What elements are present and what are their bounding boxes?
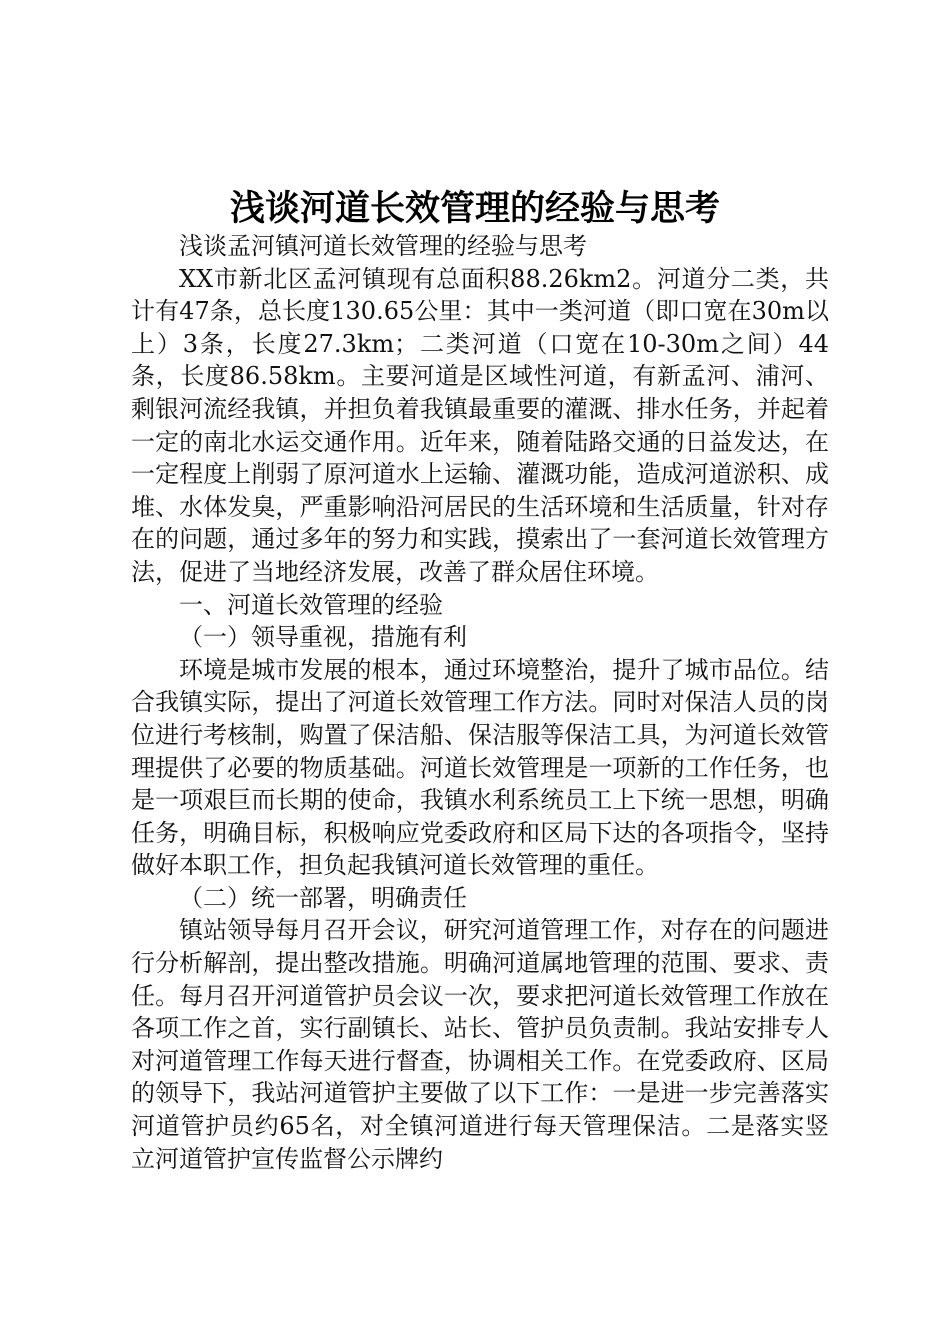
subsection-paragraph-1: 环境是城市发展的根本，通过环境整治，提升了城市品位。结合我镇实际，提出了河道长效管理工作方法。同时对保洁人员的岗位进行考核制，购置了保洁船、保洁服等保洁工具，为河道长效管理提供了必要的物质基础。河道长效管理是一项新的工作任务，也是一项艰巨而长期的使命，我镇水利系统员工上下统一思想，明确任务，明确目标，积极响应党委政府和区局下达的各项指令，坚持做好本职工作，担负起我镇河道长效管理的重任。 [131, 655, 829, 880]
document-body [131, 230, 829, 1175]
intro-paragraph: XX市新北区孟河镇现有总面积88.26km2。河道分二类，共计有47条，总长度130.65公里：其中一类河道（即口宽在30m以上）3条，长度27.3km；二类河道（口宽在10-30m之间）44条，长度86.58km。主要河道是区域性河道，有新孟河、浦河、剩银河流经我镇，并担负着我镇最重要的灌溉、排水任务，并起着一定的南北水运交通作用。近年来，随着陆路交通的日益发达，在一定程度上削弱了原河道水上运输、灌溉功能，造成河道淤积、成堆、水体发臭，严重影响沿河居民的生活环境和生活质量，针对存在的问题，通过多年的努力和实践，摸索出了一套河道长效管理方法，促进了当地经济发展，改善了群众居住环境。 [131, 264, 829, 586]
subsection-heading-1: （一）领导重视，措施有利 [179, 623, 467, 652]
section-heading-1: 一、河道长效管理的经验 [179, 590, 443, 619]
subsection-heading-2: （二）统一部署，明确责任 [179, 883, 467, 912]
document-title: 浅谈河道长效管理的经验与思考 [229, 188, 720, 229]
subsection-paragraph-2: 镇站领导每月召开会议，研究河道管理工作，对存在的问题进行分析解剖，提出整改措施。明确河道属地管理的范围、要求、责任。每月召开河道管护员会议一次，要求把河道长效管理工作放在各项工作之首，实行副镇长、站长、管护员负责制。我站安排专人对河道管理工作每天进行督查，协调相关工作。在党委政府、区局的领导下，我站河道管护主要做了以下工作：一是进一步完善落实河道管护员约65名，对全镇河道进行每天管理保洁。二是落实竖立河道管护宣传监督公示牌约 [131, 916, 829, 1173]
document-subtitle: 浅谈孟河镇河道长效管理的经验与思考 [179, 232, 587, 260]
